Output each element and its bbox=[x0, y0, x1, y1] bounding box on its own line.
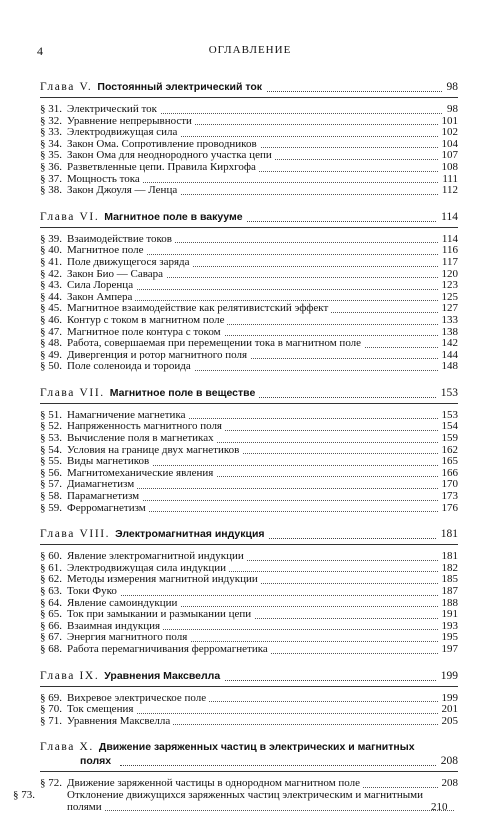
section-page-number: 142 bbox=[438, 338, 459, 350]
chapter-divider bbox=[40, 771, 458, 772]
section-page-number: 120 bbox=[438, 269, 459, 281]
section-title: Дивергенция и ротор магнитного поля bbox=[67, 349, 250, 361]
section-number: § 37. bbox=[40, 172, 62, 185]
section-page-number: 188 bbox=[438, 598, 459, 610]
toc-entry[interactable] bbox=[13, 788, 458, 813]
section-number: § 44. bbox=[40, 290, 62, 303]
section-page-number: 127 bbox=[438, 303, 459, 315]
section-page-number: 193 bbox=[438, 621, 459, 633]
section-title: Электродвижущая сила bbox=[67, 126, 180, 138]
chapter-title: Движение заряженных частиц в электрических и магнитных bbox=[98, 741, 415, 754]
section-title: Взаимная индукция bbox=[67, 620, 163, 632]
chapter-label: Глава IX. bbox=[40, 669, 100, 682]
toc-entry[interactable] bbox=[40, 716, 458, 728]
section-number: § 50. bbox=[40, 360, 62, 373]
section-number: § 58. bbox=[40, 490, 62, 503]
section-number: § 73. bbox=[13, 788, 35, 801]
section-page-number: 111 bbox=[438, 174, 458, 186]
section-number: § 67. bbox=[40, 631, 62, 644]
section-number: § 66. bbox=[40, 619, 62, 632]
chapter-heading[interactable] bbox=[40, 80, 458, 94]
leader-dots bbox=[120, 765, 458, 766]
section-title: Закон Джоуля — Ленца bbox=[67, 184, 180, 196]
section-title: Закон Био — Савара bbox=[67, 268, 166, 280]
chapter-block bbox=[40, 386, 458, 514]
section-number: § 46. bbox=[40, 313, 62, 326]
chapter-label: Глава VIII. bbox=[40, 528, 111, 541]
section-title: Токи Фуко bbox=[67, 585, 120, 597]
section-page-number: 144 bbox=[438, 350, 459, 362]
section-title: Вихревое электрическое поле bbox=[67, 692, 209, 704]
chapter-label: Глава VI. bbox=[40, 210, 100, 223]
section-title: Работа, совершаемая при перемещении тока в магнитном поле bbox=[67, 337, 364, 349]
chapter-page-number: 153 bbox=[437, 386, 458, 400]
chapter-block bbox=[40, 80, 458, 197]
section-page-number: 166 bbox=[438, 468, 459, 480]
section-title: Ток при замыкании и размыкании цепи bbox=[67, 608, 254, 620]
chapter-divider bbox=[40, 227, 458, 228]
section-title: Работа перемагничивания ферромагнетика bbox=[67, 643, 271, 655]
leader-dots bbox=[70, 810, 458, 811]
section-number: § 63. bbox=[40, 585, 62, 597]
toc-entry[interactable] bbox=[40, 586, 458, 598]
section-page-number: 108 bbox=[438, 162, 459, 174]
section-page-number: 170 bbox=[438, 479, 459, 491]
chapter-page-number: 181 bbox=[437, 527, 458, 541]
chapter-page-number: 208 bbox=[437, 754, 458, 768]
section-page-number: 199 bbox=[438, 693, 459, 705]
toc-entry[interactable] bbox=[40, 104, 458, 116]
section-number: § 70. bbox=[40, 703, 62, 716]
section-title: Взаимодействие токов bbox=[67, 233, 175, 245]
section-number: § 43. bbox=[40, 279, 62, 292]
chapter-label: Глава X. bbox=[40, 741, 94, 754]
table-of-contents bbox=[13, 80, 458, 813]
section-page-number: 107 bbox=[438, 150, 459, 162]
section-number: § 72. bbox=[40, 777, 62, 790]
chapter-block bbox=[13, 740, 458, 813]
section-title: Сила Лоренца bbox=[67, 279, 136, 291]
section-title: Закон Ома для неоднородного участка цепи bbox=[67, 149, 275, 161]
section-title: Закон Ампера bbox=[67, 291, 135, 303]
toc-entry[interactable] bbox=[40, 162, 458, 174]
section-number: § 68. bbox=[40, 642, 62, 655]
section-page-number: 201 bbox=[438, 704, 459, 716]
section-number: § 53. bbox=[40, 432, 62, 445]
section-page-number: 112 bbox=[438, 185, 458, 197]
section-page-number: 153 bbox=[438, 410, 459, 422]
section-page-number: 181 bbox=[438, 551, 459, 563]
section-title: Мощность тока bbox=[67, 173, 143, 185]
chapter-divider bbox=[40, 403, 458, 404]
section-page-number: 125 bbox=[438, 292, 459, 304]
section-number: § 64. bbox=[40, 596, 62, 609]
section-page-number: 101 bbox=[438, 116, 459, 128]
section-number: § 51. bbox=[40, 408, 62, 421]
section-page-number: 162 bbox=[438, 445, 459, 457]
section-number: § 62. bbox=[40, 573, 62, 586]
toc-entry[interactable] bbox=[40, 185, 458, 197]
chapter-title-continuation: полях bbox=[40, 755, 115, 767]
section-number: § 54. bbox=[40, 443, 62, 456]
section-number: § 35. bbox=[40, 149, 62, 162]
page-title: ОГЛАВЛЕНИЕ bbox=[208, 44, 292, 56]
section-number: § 38. bbox=[40, 184, 62, 197]
section-title: Магнитное поле контура с током bbox=[67, 326, 224, 338]
section-number: § 55. bbox=[40, 455, 62, 468]
toc-entry[interactable] bbox=[40, 361, 458, 373]
section-title: Явление электромагнитной индукции bbox=[67, 550, 247, 562]
section-page-number: 187 bbox=[438, 586, 459, 598]
chapter-label: Глава V. bbox=[40, 81, 93, 93]
section-page-number: 98 bbox=[443, 104, 458, 116]
section-number: § 47. bbox=[40, 325, 62, 338]
chapter-title: Магнитное поле в вакууме bbox=[104, 210, 243, 223]
section-title: Вычисление поля в магнетиках bbox=[67, 432, 217, 444]
section-page-number: 133 bbox=[438, 315, 459, 327]
toc-entry[interactable] bbox=[40, 257, 458, 269]
toc-entry[interactable] bbox=[40, 644, 458, 656]
leader-dots bbox=[70, 595, 458, 596]
section-page-number: 195 bbox=[438, 632, 459, 644]
section-number: § 32. bbox=[40, 114, 62, 127]
section-page-number: 176 bbox=[438, 503, 459, 515]
section-number: § 56. bbox=[40, 466, 62, 479]
section-page-number: 123 bbox=[438, 280, 459, 292]
section-title: Диамагнетизм bbox=[67, 478, 137, 490]
chapter-label: Глава VII. bbox=[40, 386, 105, 399]
toc-entry[interactable] bbox=[40, 433, 458, 445]
section-title: Намагничение магнетика bbox=[67, 409, 189, 421]
section-number: § 41. bbox=[40, 255, 62, 268]
section-number: § 49. bbox=[40, 348, 62, 361]
chapter-divider bbox=[40, 97, 458, 98]
section-page-number: 191 bbox=[438, 609, 459, 621]
chapter-divider bbox=[40, 544, 458, 545]
section-page-number: 102 bbox=[438, 127, 459, 139]
section-page-number: 138 bbox=[438, 327, 459, 339]
chapter-heading[interactable] bbox=[40, 740, 458, 768]
section-title: Поле движущегося заряда bbox=[67, 256, 193, 268]
section-page-number: 185 bbox=[438, 574, 459, 586]
chapter-title: Магнитное поле в веществе bbox=[109, 386, 256, 399]
section-number: § 69. bbox=[40, 691, 62, 704]
section-title: Магнитное взаимодействие как релятивистский эффект bbox=[67, 302, 331, 314]
section-number: § 40. bbox=[40, 244, 62, 257]
chapter-heading[interactable] bbox=[40, 386, 458, 400]
section-title: Магнитное поле bbox=[67, 244, 147, 256]
chapter-block bbox=[40, 527, 458, 655]
section-page-number: 116 bbox=[438, 245, 458, 257]
section-page-number: 208 bbox=[438, 778, 459, 790]
section-number: § 48. bbox=[40, 337, 62, 350]
section-number: § 45. bbox=[40, 302, 62, 315]
section-number: § 65. bbox=[40, 608, 62, 621]
section-page-number: 154 bbox=[438, 421, 459, 433]
section-title: Ток смещения bbox=[67, 703, 136, 715]
section-page-number: 210 bbox=[454, 802, 458, 813]
section-title: Энергия магнитного поля bbox=[67, 631, 190, 643]
section-number: § 36. bbox=[40, 160, 62, 173]
section-title: Электродвижущая сила индукции bbox=[67, 562, 229, 574]
section-page-number: 165 bbox=[438, 456, 459, 468]
section-number: § 33. bbox=[40, 126, 62, 139]
section-title: Электрический ток bbox=[67, 103, 160, 115]
section-title: Виды магнетиков bbox=[67, 455, 152, 467]
chapter-heading[interactable] bbox=[40, 527, 458, 541]
section-page-number: 159 bbox=[438, 433, 459, 445]
section-title: Отклонение движущихся заряженных частиц электрическим и магнитными полями bbox=[67, 788, 423, 813]
section-title: Явление самоиндукции bbox=[67, 597, 180, 609]
section-page-number: 148 bbox=[438, 361, 459, 373]
section-page-number: 182 bbox=[438, 563, 459, 575]
section-title: Уравнение непрерывности bbox=[67, 115, 195, 127]
section-number: § 59. bbox=[40, 501, 62, 514]
section-title: Контур с током в магнитном поле bbox=[67, 314, 227, 326]
chapter-page-number: 114 bbox=[437, 210, 458, 224]
section-title: Парамагнетизм bbox=[67, 490, 142, 502]
chapter-block bbox=[40, 669, 458, 728]
chapter-title: Электромагнитная индукция bbox=[115, 528, 265, 541]
section-number: § 60. bbox=[40, 550, 62, 563]
chapter-title: Уравнения Максвелла bbox=[104, 669, 221, 682]
section-title: Уравнения Максвелла bbox=[67, 715, 173, 727]
section-page-number: 117 bbox=[438, 257, 458, 269]
toc-entry[interactable] bbox=[40, 280, 458, 292]
chapter-block bbox=[40, 210, 458, 373]
section-page-number: 104 bbox=[438, 139, 459, 151]
section-number: § 71. bbox=[40, 714, 62, 727]
section-title: Поле соленоида и тороида bbox=[67, 360, 194, 372]
section-title: Закон Ома. Сопротивление проводников bbox=[67, 138, 260, 150]
toc-entry[interactable] bbox=[40, 338, 458, 350]
section-number: § 57. bbox=[40, 478, 62, 491]
section-number: § 34. bbox=[40, 137, 62, 150]
toc-entry[interactable] bbox=[40, 315, 458, 327]
chapter-heading[interactable] bbox=[40, 669, 458, 683]
chapter-page-number: 98 bbox=[443, 80, 459, 94]
page-number: 4 bbox=[37, 44, 43, 58]
section-title: Напряженность магнитного поля bbox=[67, 420, 225, 432]
section-number: § 39. bbox=[40, 232, 62, 245]
section-title: Методы измерения магнитной индукции bbox=[67, 573, 261, 585]
section-title: Условия на границе двух магнетиков bbox=[67, 444, 242, 456]
chapter-divider bbox=[40, 686, 458, 687]
section-number: § 31. bbox=[40, 103, 62, 115]
toc-entry[interactable] bbox=[40, 704, 458, 716]
section-title: Разветвленные цепи. Правила Кирхгофа bbox=[67, 161, 259, 173]
chapter-heading[interactable] bbox=[40, 210, 458, 224]
toc-entry[interactable] bbox=[40, 491, 458, 503]
section-page-number: 197 bbox=[438, 644, 459, 656]
section-title: Ферромагнетизм bbox=[67, 502, 149, 514]
section-title: Магнитомеханические явления bbox=[67, 467, 216, 479]
section-page-number: 173 bbox=[438, 491, 459, 503]
section-page-number: 205 bbox=[438, 716, 459, 728]
section-number: § 42. bbox=[40, 267, 62, 280]
toc-entry[interactable] bbox=[40, 503, 458, 515]
section-number: § 52. bbox=[40, 420, 62, 433]
chapter-title: Постоянный электрический ток bbox=[97, 81, 263, 93]
section-title: Движение заряженной частицы в однородном магнитном поле bbox=[67, 777, 363, 789]
section-page-number: 114 bbox=[438, 234, 458, 246]
chapter-page-number: 199 bbox=[437, 669, 458, 683]
section-number: § 61. bbox=[40, 561, 62, 574]
